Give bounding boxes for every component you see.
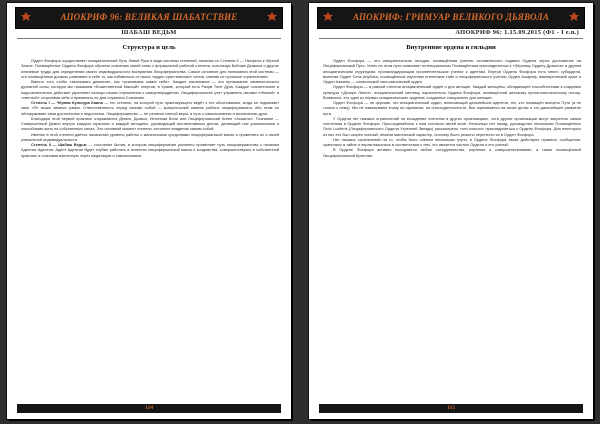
running-head: АПОКРИФ 96: 1.15.09.2015 (Ф1 - I e.n.) bbox=[455, 29, 579, 36]
paragraph-text: Именно в этой степени даётся начальный уровень работы с магическими средствами люциферианской магии и применять их к своей уникальной индивидуальности. bbox=[21, 131, 279, 142]
right-page bbox=[309, 3, 593, 419]
banner-title: АПОКРИФ: ГРИМУАР ВЕЛИКОГО ДЬЯВОЛА bbox=[352, 12, 550, 22]
section-title: Структура и цель bbox=[122, 44, 176, 51]
paragraph bbox=[21, 100, 279, 116]
divider bbox=[17, 38, 281, 39]
body-text bbox=[21, 58, 279, 158]
paragraph-text: Орден Фосфора осуществляет инициатический Путь Левой Руки в виде системы степеней, начиная со Степени 0 — Неофита к Чёрной Земле. Посвящённые Ордена Фосфора обучены сознанию своей силы с формальной работой степени, используя Библию Дьявола и другие ключевые труды для определения своего индивидуального восприятия Люциферианства. Самое основное для понимания этой системы — что посвящённые должны развивать в себе то, как избавиться от своих «иудео-христианских» основ, снимая их прошлые ограничения». bbox=[21, 58, 279, 79]
banner-title: АПОКРИФ 96: ВЕЛИКАЯ ШАБАТСТВИЕ bbox=[60, 12, 238, 22]
paragraph-text: Орден Фосфора — не церковь: это инициатический орден, включающий дальнейших адептов, тех, кто посвящён всецело Пути (а не только к нему). Мы не навязываем этому ни гармонию, ни снисходительности. Все оценивается на своих делах и это дальнейшее развитие пути. bbox=[323, 100, 581, 116]
paragraph bbox=[323, 58, 581, 84]
paragraph-text: Благодаря этой первой практике открываются Демон, Дьявол, Истинная Воля или Люциферианский Ангел «Азазель». Познание — Совершенный Демон внутри каждого мужчины и каждой женщины, руководящий инстинктивным делом, делающий нас уникальными и способными жить на собственных силах. Это основной момент степени, истинное владение самим собой. bbox=[21, 115, 279, 132]
left-page bbox=[7, 3, 291, 419]
paragraph bbox=[323, 84, 581, 100]
paragraph-text: Вместо того чтобы «вкалывать демонов», мы «усиливаем самих себя». Каждое заклинание — это призывание символического духовной силы, которую мы называем «Божественной Маской» энергии, в Храме, который есть Разум Теле Духа. Каждое сознательное и подсознательное действие укрепляет пальцы наших стремления к самоутверждению. Люциферианство учит управлять своими «тёмной» и «светлой» сторонами себя и применять их для служения Сознанию. bbox=[21, 79, 279, 100]
paragraph-text: Нет никаких ограничений на то, чтобы быть членом нескольких групп, в Ордене Фосфора также действуют правила, сообщения, хранились в тайне и неразглашались в соответствии с тем, что является частью Ордена и его учений. bbox=[323, 136, 581, 147]
body-text bbox=[323, 58, 581, 158]
paragraph bbox=[21, 116, 279, 132]
paragraph bbox=[323, 147, 581, 158]
page-number: 115 bbox=[446, 405, 456, 411]
paragraph bbox=[323, 137, 581, 148]
paragraph bbox=[21, 79, 279, 100]
paragraph-text: Орден Фосфора — это инициатическая гильдия, посвящённая учению человеческого подвига Ордена через достижение на Люциферианский Путь. Успех на этом пути позволяет потенциальным Посвящённым присоединиться к «Чёрному Ордену Дракона» и другим инициатическим структурам, пропагандирующим просветительское учение к адептам. Внутри Ордена Фосфора есть много субордена, включая Орден Сета-Анубиса, посвящённый изучению египетских тайн и люциферианского учения, Орден Ашараф, вампирический культ и Орден Азазель — сатанинский хаос-магический орден. bbox=[323, 58, 581, 84]
footer-bar bbox=[17, 404, 281, 413]
header-banner bbox=[15, 7, 283, 29]
running-head: ШАБАШ ВЕДЬМ bbox=[121, 29, 177, 36]
paragraph bbox=[21, 132, 279, 143]
paragraph bbox=[21, 142, 279, 158]
paragraph-text: — это степень, на которой путь практикующего ведёт к его обоснованию, когда он поднимает свое «Я» выше земных рамок. Ответственность перед своими собой — краеугольный камень работы люциферианина, ибо этим он обнаруживает свои достоинства и недостатки. Люциферианство — не религия слепой веры, а путь к самопознанию и вознесению духа. bbox=[21, 100, 279, 116]
footer-bar bbox=[319, 404, 583, 413]
sigil-ornament-icon bbox=[20, 11, 32, 23]
sigil-ornament-icon bbox=[568, 11, 580, 23]
header-banner bbox=[317, 7, 585, 29]
paragraph bbox=[323, 100, 581, 116]
sigil-ornament-icon bbox=[322, 11, 334, 23]
paragraph-text: У Ордена нет никаких ограничений на вхождение членства в других организациях, хотя другие организации могут запретить своим членствам в Ордене Фосфора. Присоединяйтесь к нам согласно своей воле. Несколько лет назад, руководство нескольких Посвящённых Ordo Luciferis (Люциферианского Ордена Утренней Звезды) рассмотрело «эти классы» присоединиться к Ордену Фосфора. Для некоторых из них это был скорее личный, нежели магический характер, поэтому было решено перенести их в Орден Фосфора. bbox=[323, 115, 581, 137]
paragraph-text: В Ордене Фосфора активно поощряется любое сотрудничество, изучение и совершенствование, а также посвящённый Люциферианской Братстве. bbox=[323, 147, 581, 158]
paragraph-text: — состояние бытия, в котором люциферианин усиленно применяет путь люциферианства к началам Адептии Адептии. Адепт Адептии будет глубже работать в аспектах люциферианской магии и колдовства, совершенствуясь в собственной практике и познавая вселенную через медитацию и самопознание. bbox=[21, 142, 279, 158]
paragraph bbox=[21, 58, 279, 79]
section-title: Внутренние ордена и гильдии bbox=[406, 44, 496, 51]
sigil-ornament-icon bbox=[266, 11, 278, 23]
paragraph-lead: Степень II — Шабаш Ведьм bbox=[31, 142, 87, 147]
page-number: 114 bbox=[144, 405, 154, 411]
divider bbox=[319, 38, 583, 39]
paragraph-lead: Степень I — Чёрная Культура Каина bbox=[31, 100, 103, 105]
paragraph bbox=[323, 116, 581, 137]
paragraph-text: Орден Фосфора — в равной степени инициатический орден и для женщин. Каждой женщины, обладающей способностями к созданию культуры «Дочери Лилит», инициатический систему, параллельно Ордена Фосфора, посвящённой женскому протагонистическому потоку. Возможно, это один из первых инициатических орденов, созданных специально для женщин. bbox=[323, 84, 581, 100]
